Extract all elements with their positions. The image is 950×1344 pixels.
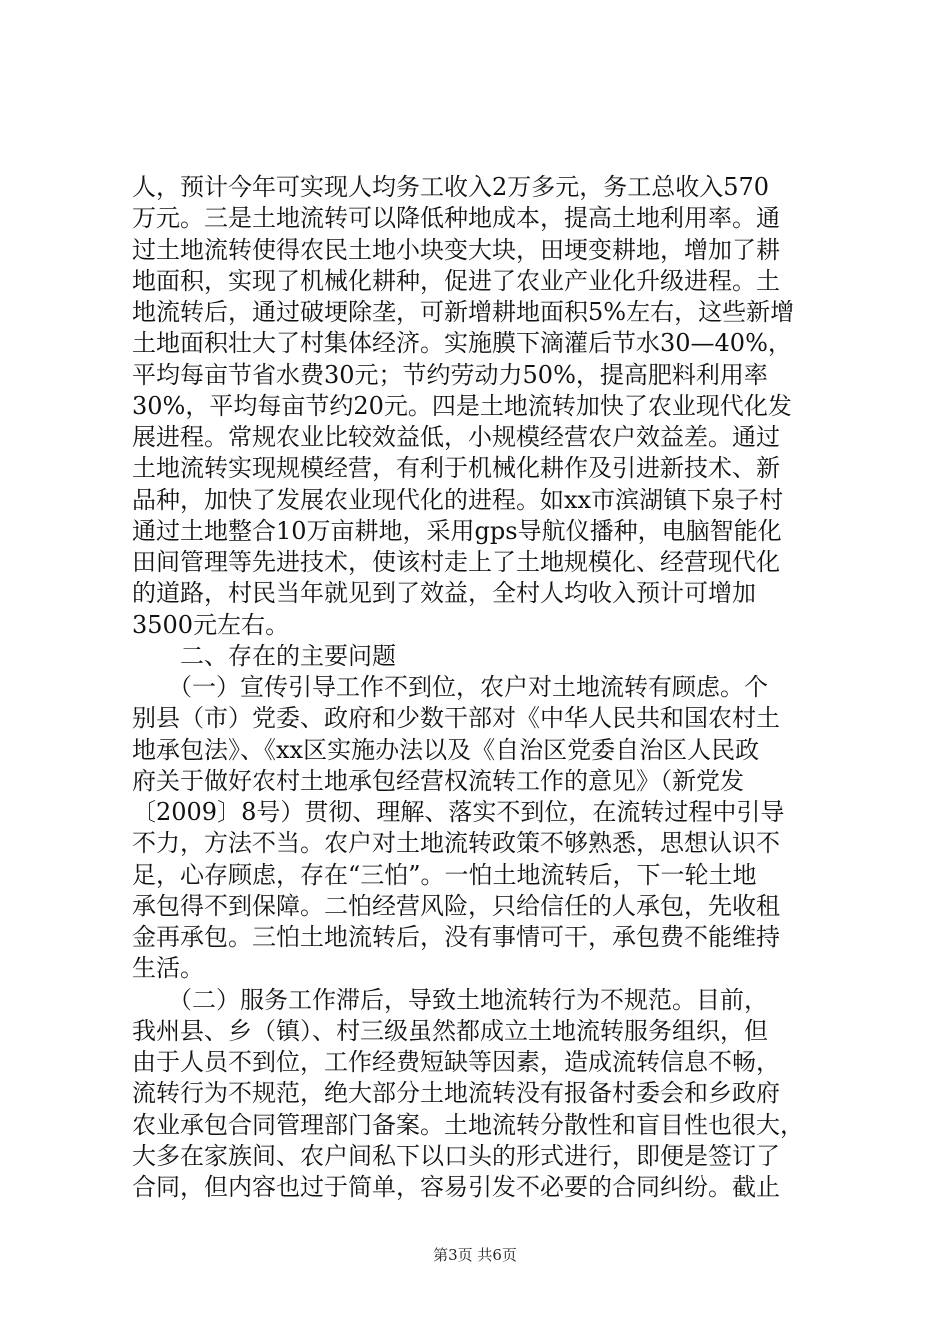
text-line: （二）服务工作滞后，导致土地流转行为不规范。目前， bbox=[132, 985, 768, 1014]
text-line: 3500元左右。 bbox=[132, 610, 290, 639]
text-line: 我州县、乡（镇）、村三级虽然都成立土地流转服务组织，但 bbox=[132, 1016, 768, 1045]
text-line: （一）宣传引导工作不到位，农户对土地流转有顾虑。个 bbox=[132, 673, 768, 701]
text-line: 足，心存顾虑，存在“三怕”。一怕土地流转后，下一轮土地 bbox=[132, 860, 757, 889]
body-text bbox=[132, 172, 832, 1203]
text-line: 万元。三是土地流转可以降低种地成本，提高土地利用率。通 bbox=[132, 204, 780, 233]
text-line: 府关于做好农村土地承包经营权流转工作的意见》（新党发 bbox=[132, 766, 744, 795]
text-line: 土地流转实现规模经营，有利于机械化耕作及引进新技术、新 bbox=[132, 454, 780, 483]
text-line: 通过土地整合10万亩耕地，采用gps导航仪播种，电脑智能化 bbox=[132, 516, 782, 545]
text-line: 金再承包。三怕土地流转后，没有事情可干，承包费不能维持 bbox=[132, 923, 780, 951]
text-line: 品种，加快了发展农业现代化的进程。如xx市滨湖镇下泉子村 bbox=[132, 485, 784, 514]
text-line: 土地面积壮大了村集体经济。实施膜下滴灌后节水30—40%， bbox=[132, 329, 792, 358]
text-line: 平均每亩节省水费30元；节约劳动力50%，提高肥料利用率 bbox=[132, 360, 768, 389]
text-line: 二、存在的主要问题 bbox=[132, 641, 396, 670]
text-line: 流转行为不规范，绝大部分土地流转没有报备村委会和乡政府 bbox=[132, 1079, 780, 1108]
text-line: 农业承包合同管理部门备案。土地流转分散性和盲目性也很大， bbox=[132, 1110, 804, 1139]
text-line: 地面积，实现了机械化耕种，促进了农业产业化升级进程。土 bbox=[132, 266, 780, 295]
text-line: 地流转后，通过破埂除垄，可新增耕地面积5%左右，这些新增 bbox=[132, 298, 795, 326]
text-line: 承包得不到保障。二怕经营风险，只给信任的人承包，先收租 bbox=[132, 891, 780, 920]
text-line: 30%，平均每亩节约20元。四是土地流转加快了农业现代化发 bbox=[132, 391, 792, 420]
text-line: 的道路，村民当年就见到了效益，全村人均收入预计可增加 bbox=[132, 579, 756, 608]
text-line: 展进程。常规农业比较效益低，小规模经营农户效益差。通过 bbox=[132, 423, 780, 451]
text-line: 由于人员不到位，工作经费短缺等因素，造成流转信息不畅， bbox=[132, 1048, 780, 1076]
text-line: 〔2009〕8号）贯彻、理解、落实不到位，在流转过程中引导 bbox=[132, 798, 785, 826]
text-line: 过土地流转使得农民土地小块变大块，田埂变耕地，增加了耕 bbox=[132, 235, 780, 264]
text-line: 不力，方法不当。农户对土地流转政策不够熟悉，思想认识不 bbox=[132, 829, 780, 858]
text-line: 别县（市）党委、政府和少数干部对《中华人民共和国农村土 bbox=[132, 704, 780, 733]
text-line: 大多在家族间、农户间私下以口头的形式进行，即便是签订了 bbox=[132, 1141, 780, 1170]
text-line: 合同，但内容也过于简单，容易引发不必要的合同纠纷。截止 bbox=[132, 1173, 780, 1201]
text-line: 地承包法》、《xx区实施办法以及《自治区党委自治区人民政 bbox=[132, 735, 760, 764]
text-line: 田间管理等先进技术，使该村走上了土地规模化、经营现代化 bbox=[132, 548, 780, 576]
page-footer: 第3页 共6页 bbox=[433, 1246, 517, 1264]
text-line: 人，预计今年可实现人均务工收入2万多元，务工总收入570 bbox=[132, 173, 770, 201]
text-line: 生活。 bbox=[132, 954, 204, 983]
